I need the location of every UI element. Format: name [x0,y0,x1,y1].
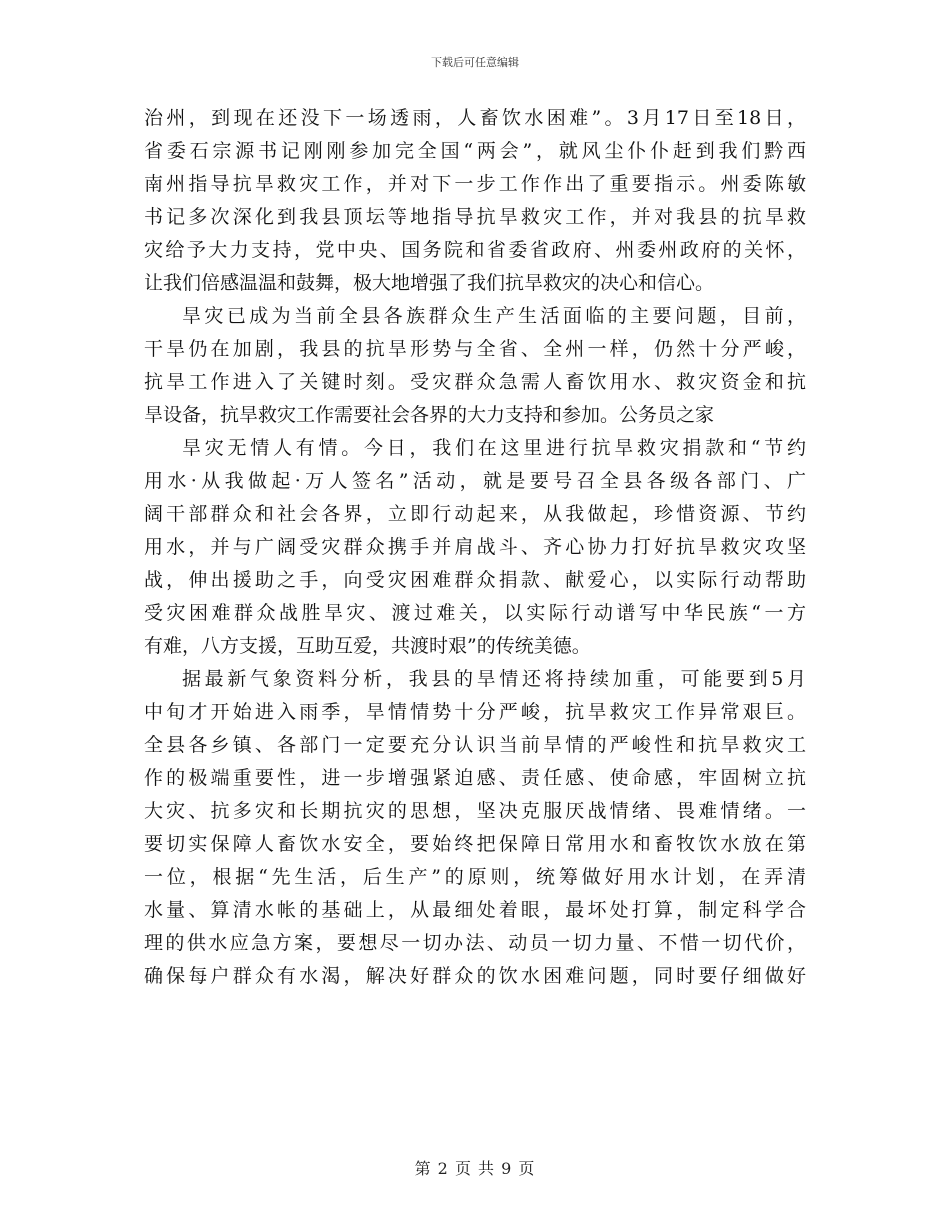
body-text [144,102,806,993]
text-line: 大灾、抗多灾和长期抗灾的思想，坚决克服厌战情绪、畏难情绪。一 [144,800,806,822]
text-line: 中旬才开始进入雨季，旱情情势十分严峻，抗旱救灾工作异常艰巨。 [144,701,806,723]
text-line: 作的极端重要性，进一步增强紧迫感、责任感、使命感，牢固树立抗 [144,767,806,789]
text-line: 让我们倍感温温和鼓舞，极大地增强了我们抗旱救灾的决心和信心。 [144,272,715,294]
text-line: 受灾困难群众战胜旱灾、渡过难关，以实际行动谱写中华民族“一方 [144,602,806,624]
paragraph [144,300,806,432]
text-line: 理的供水应急方案，要想尽一切办法、动员一切力量、不惜一切代价， [144,932,806,954]
text-line: 南州指导抗旱救灾工作，并对下一步工作作出了重要指示。州委陈敏 [144,173,806,195]
text-line: 一位，根据“先生活，后生产”的原则，统筹做好用水计划，在弄清 [144,866,806,888]
page-header: 下载后可任意编辑 [431,56,519,69]
text-line: 要切实保障人畜饮水安全，要始终把保障日常用水和畜牧饮水放在第 [144,833,806,855]
text-line: 书记多次深化到我县顶坛等地指导抗旱救灾工作，并对我县的抗旱救 [144,206,806,228]
text-line: 灾给予大力支持，党中央、国务院和省委省政府、州委州政府的关怀， [144,239,806,261]
paragraph [144,432,806,663]
page-footer: 第 2 页 共 9 页 [414,1159,536,1178]
paragraph [144,102,806,300]
text-line: 用水·从我做起·万人签名”活动，就是要号召全县各级各部门、广 [144,470,806,492]
text-line: 抗旱工作进入了关键时刻。受灾群众急需人畜饮用水、救灾资金和抗 [144,371,806,393]
text-line: 用水，并与广阔受灾群众携手并肩战斗、齐心协力打好抗旱救灾攻坚 [144,536,806,558]
text-line: 省委石宗源书记刚刚参加完全国“两会”，就风尘仆仆赶到我们黔西 [144,140,806,162]
text-line: 有难，八方支援，互助互爱，共渡时艰”的传统美德。 [144,635,591,657]
text-line: 旱设备，抗旱救灾工作需要社会各界的大力支持和参加。公务员之家 [144,404,715,426]
text-line: 旱灾无情人有情。今日，我们在这里进行抗旱救灾捐款和“节约 [182,437,806,459]
text-line: 阔干部群众和社会各界，立即行动起来，从我做起，珍惜资源、节约 [144,503,806,525]
text-line: 战，伸出援助之手，向受灾困难群众捐款、献爱心，以实际行动帮助 [144,569,806,591]
text-line: 治州，到现在还没下一场透雨，人畜饮水困难”。3月17日至18日， [144,107,806,129]
paragraph [144,663,806,993]
text-line: 旱灾已成为当前全县各族群众生产生活面临的主要问题，目前， [182,305,806,327]
text-line: 全县各乡镇、各部门一定要充分认识当前旱情的严峻性和抗旱救灾工 [144,734,806,756]
text-line: 干旱仍在加剧，我县的抗旱形势与全省、全州一样，仍然十分严峻， [144,338,806,360]
text-line: 确保每户群众有水渴，解决好群众的饮水困难问题，同时要仔细做好 [144,965,806,987]
text-line: 据最新气象资料分析，我县的旱情还将持续加重，可能要到5月 [182,668,806,690]
text-line: 水量、算清水帐的基础上，从最细处着眼，最坏处打算，制定科学合 [144,899,806,921]
